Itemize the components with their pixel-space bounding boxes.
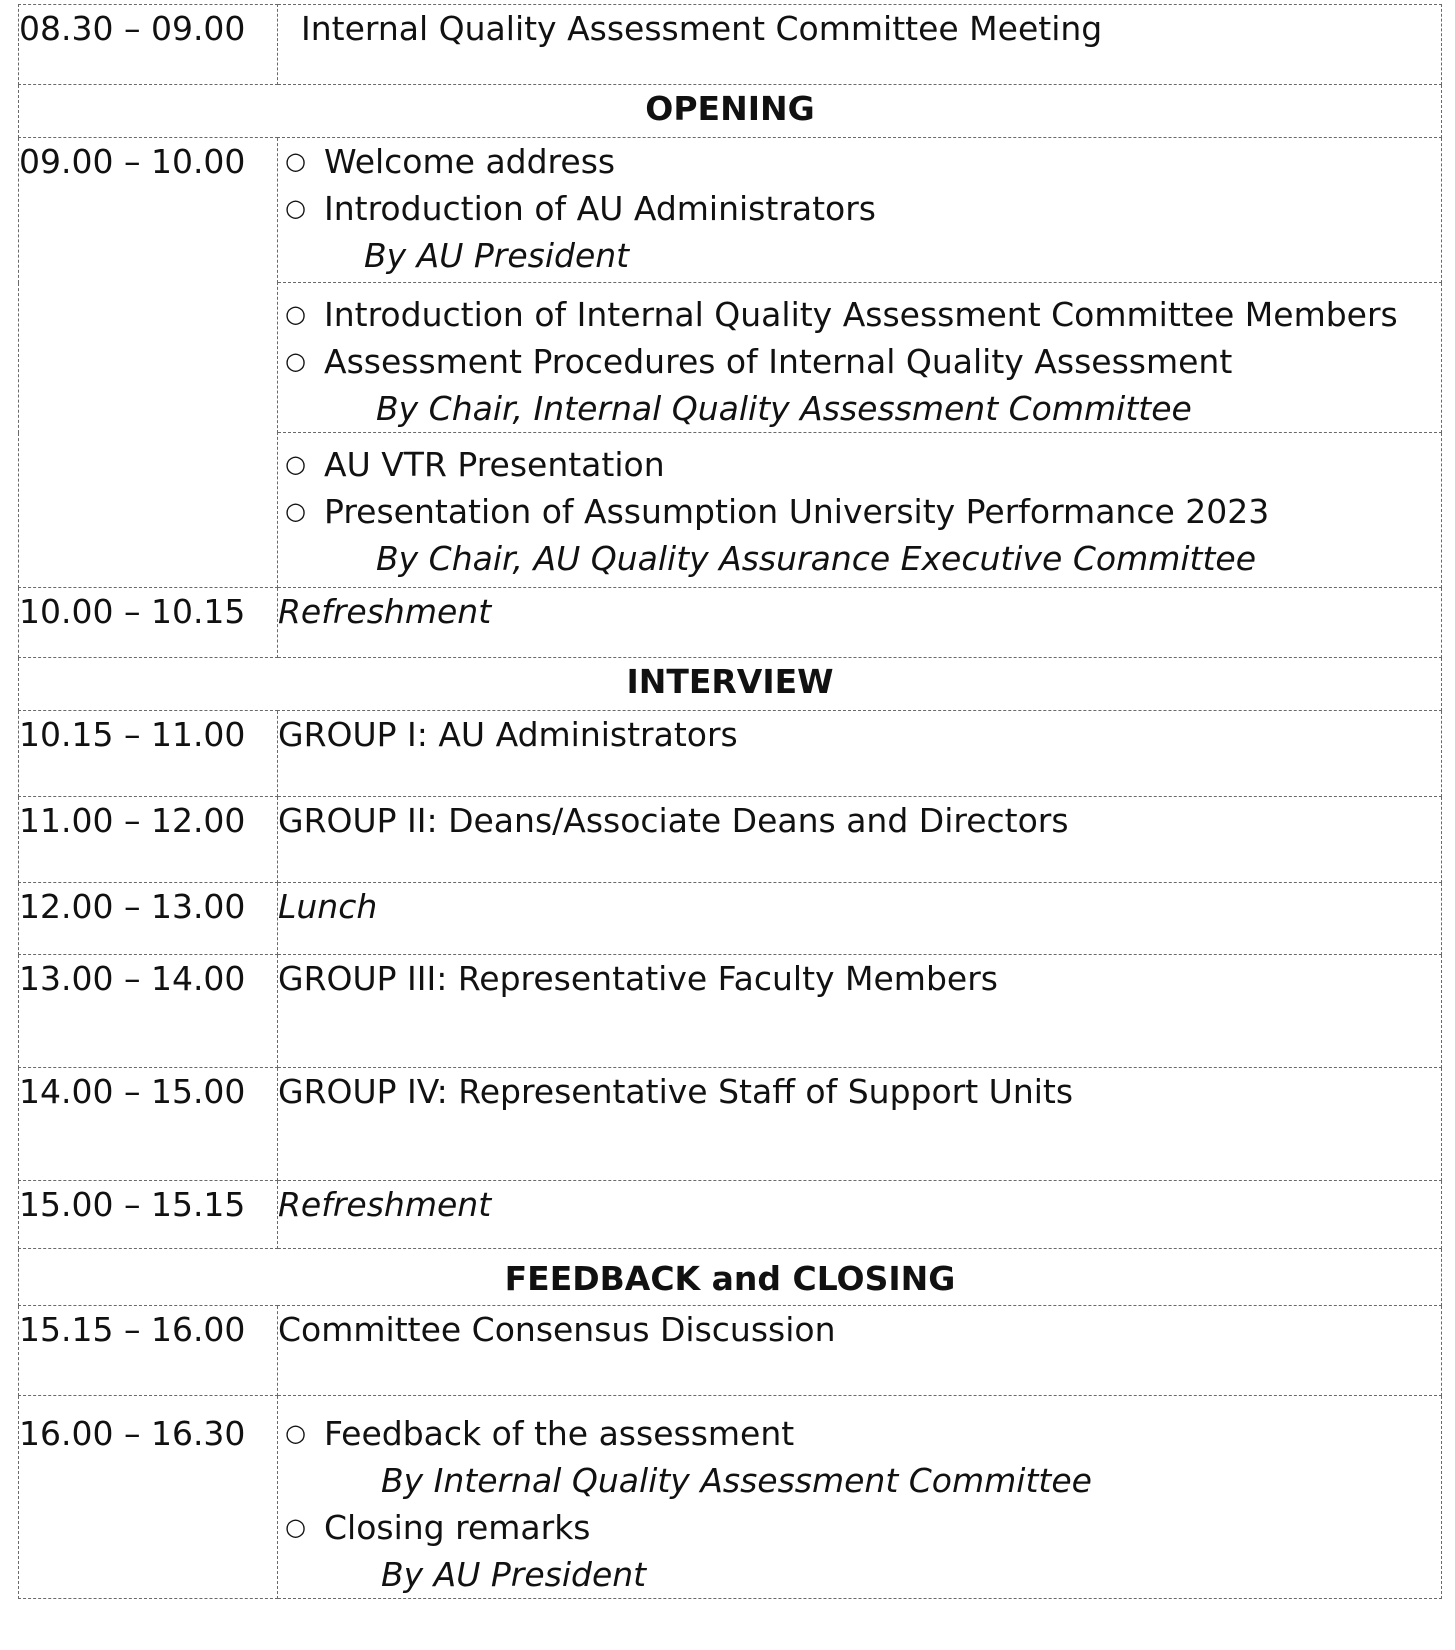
list-item-label: Welcome address xyxy=(324,142,616,181)
time-cell: 14.00 – 15.00 xyxy=(19,1068,278,1181)
section-row xyxy=(19,1249,1442,1306)
section-row xyxy=(19,85,1442,138)
activity-cell: Refreshment xyxy=(278,588,1442,658)
table-row xyxy=(19,5,1442,85)
list-item xyxy=(278,291,1441,338)
list-item xyxy=(278,138,1441,185)
table-row xyxy=(19,1068,1442,1181)
section-heading-interview: INTERVIEW xyxy=(19,658,1442,711)
list-item-label: Feedback of the assessment xyxy=(324,1414,795,1453)
presenter-label: By Chair, AU Quality Assurance Executive Committee xyxy=(376,539,1257,578)
list-item xyxy=(278,185,1441,232)
list-item-label: Introduction of Internal Quality Assessment Committee Members xyxy=(324,295,1398,334)
list-item xyxy=(278,1504,1441,1551)
activity-block xyxy=(278,433,1442,588)
activity-cell: Committee Consensus Discussion xyxy=(278,1306,1442,1396)
table-row xyxy=(19,711,1442,797)
bullet-icon: ○ xyxy=(285,347,306,375)
activity-block xyxy=(278,283,1442,433)
time-cell: 11.00 – 12.00 xyxy=(19,797,278,883)
activity-cell: GROUP II: Deans/Associate Deans and Directors xyxy=(278,797,1442,883)
section-row xyxy=(19,658,1442,711)
schedule-table xyxy=(18,4,1442,1599)
list-item xyxy=(278,441,1441,488)
section-heading-feedback-closing: FEEDBACK and CLOSING xyxy=(19,1249,1442,1306)
time-cell: 10.00 – 10.15 xyxy=(19,588,278,658)
table-row xyxy=(19,138,1442,283)
table-row xyxy=(19,1181,1442,1249)
bullet-icon: ○ xyxy=(285,147,306,175)
bullet-icon: ○ xyxy=(285,450,306,478)
bullet-icon: ○ xyxy=(285,300,306,328)
presenter-label: By AU President xyxy=(381,1555,647,1594)
activity-cell: Refreshment xyxy=(278,1181,1442,1249)
list-item xyxy=(278,1410,1441,1457)
section-heading-opening: OPENING xyxy=(19,85,1442,138)
list-item xyxy=(278,488,1441,535)
list-item-label: Presentation of Assumption University Performance 2023 xyxy=(324,492,1270,531)
activity-cell: GROUP IV: Representative Staff of Support Units xyxy=(278,1068,1442,1181)
table-row xyxy=(19,1306,1442,1396)
presenter-label: By AU President xyxy=(364,236,630,275)
activity-cell: Lunch xyxy=(278,883,1442,955)
time-cell: 12.00 – 13.00 xyxy=(19,883,278,955)
table-row xyxy=(19,955,1442,1068)
activity-cell: GROUP I: AU Administrators xyxy=(278,711,1442,797)
activity-block xyxy=(278,138,1442,283)
time-cell: 15.00 – 15.15 xyxy=(19,1181,278,1249)
time-cell: 08.30 – 09.00 xyxy=(19,5,278,85)
time-cell: 13.00 – 14.00 xyxy=(19,955,278,1068)
bullet-icon: ○ xyxy=(285,194,306,222)
list-item xyxy=(278,338,1441,385)
bullet-icon: ○ xyxy=(285,1419,306,1447)
table-row xyxy=(19,797,1442,883)
activity-cell: GROUP III: Representative Faculty Members xyxy=(278,955,1442,1068)
time-cell: 16.00 – 16.30 xyxy=(19,1396,278,1599)
presenter-label: By Chair, Internal Quality Assessment Committee xyxy=(376,389,1192,428)
time-cell: 15.15 – 16.00 xyxy=(19,1306,278,1396)
table-row xyxy=(19,883,1442,955)
presenter-label: By Internal Quality Assessment Committee xyxy=(381,1461,1092,1500)
time-cell: 09.00 – 10.00 xyxy=(19,138,278,588)
table-row xyxy=(19,1396,1442,1599)
activity-block xyxy=(278,1396,1442,1599)
activity-cell: Internal Quality Assessment Committee Meeting xyxy=(278,5,1442,85)
list-item-label: Introduction of AU Administrators xyxy=(324,189,876,228)
bullet-icon: ○ xyxy=(285,497,306,525)
list-item-label: Closing remarks xyxy=(324,1508,591,1547)
list-item-label: Assessment Procedures of Internal Quality Assessment xyxy=(324,342,1233,381)
list-item-label: AU VTR Presentation xyxy=(324,445,665,484)
bullet-icon: ○ xyxy=(285,1513,306,1541)
time-cell: 10.15 – 11.00 xyxy=(19,711,278,797)
table-row xyxy=(19,588,1442,658)
